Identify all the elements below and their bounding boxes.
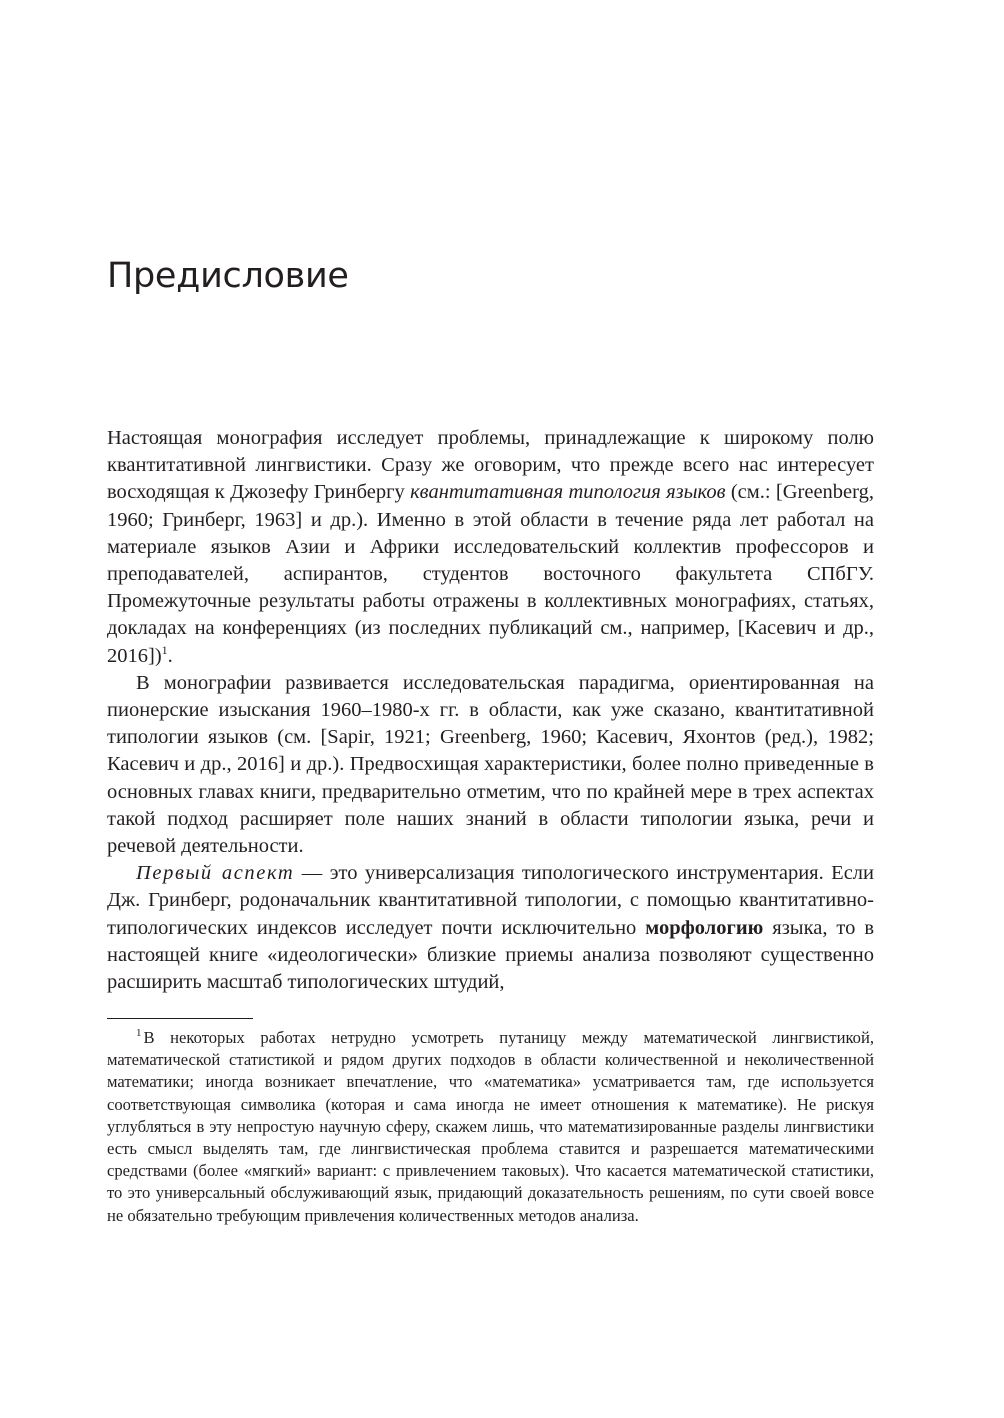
paragraph-2: В монографии развивается исследовательская парадигма, ориентированная на пионерские изыскания 1960–1980-х гг. в области, как уже сказано, квантитативной типологии языков (см. [Sapir, 1921; Greenberg, 1960; Касевич, Яхонтов (ред.), 1982; Касевич и др., 2016] и др.). Предвосхищая характеристики, более полно приведенные в основных главах книги, предварительно отметим, что по крайней мере в трех аспектах такой подход расширяет поле наших знаний в области типологии языка, речи и речевой деятельности. [107,671,874,858]
paragraph-3-part-b: — это универсализация типологического инструментария. Если Дж. Гринберг, родоначальник квантитативной типологии, с помощью квантитативно-типологических индексов исследует почти исключительно [107,862,875,939]
paragraph-3-spaced-term: Первый аспект [136,862,295,885]
chapter-heading: Предисловие [107,256,349,296]
paragraph-1 [107,425,874,670]
paragraph-1-part-d: . [167,644,173,667]
footnote-divider [107,1018,253,1019]
footnote-marker: 1 [136,1027,142,1040]
body-text [107,425,874,996]
paragraph-3-bold-term: морфологию [645,916,764,939]
paragraph-1-part-c: (см.: [Greenberg, 1960; Гринберг, 1963] и др.). Именно в этой области в течение ряда лет работал на материале языков Азии и Африки исследовательский коллектив профессоров и преподавателей, аспирантов, студентов восточного факультета СПбГУ. Промежуточные результаты работы отражены в коллективных монографиях, статьях, докладах на конференциях (из последних публикаций см., например, [Касевич и др., 2016]) [107,481,874,667]
paragraph-1-part-a: Настоящая монография исследует проблемы, принадлежащие к широкому полю квантитативной лингвистики. Сразу же оговорим, что прежде всего нас интересует восходящая к Джозефу Гринбергу [107,427,874,504]
paragraph-3-part-d: языка, то в настоящей книге «идеологически» близкие приемы анализа позволяют существенно расширить масштаб типологических штудий, [107,916,874,994]
footnote-text: В некоторых работах нетрудно усмотреть путаницу между математической лингвистикой, математической статистикой и рядом других подходов в области количественной и неколичественной математики; иногда возникает впечатление, что «математика» усматривается там, где используется соответствующая символика (которая и сама иногда не имеет отношения к математике). Не рискуя углубляться в эту непростую научную сферу, скажем лишь, что математизированные разделы лингвистики есть смысл выделять там, где лингвистическая проблема ставится и разрешается математическими средствами (более «мягкий» вариант: с привлечением таковых). Что касается математической статистики, то это универсальный обслуживающий язык, придающий доказательность решениям, по сути своей вовсе не обязательно требующим привлечения количественных методов анализа. [107,1028,874,1225]
paragraph-3 [107,860,874,996]
footnote-reference: 1 [161,642,168,657]
paragraph-1-italic-term: квантитативная типология языков [410,481,726,504]
footnote [107,1027,874,1227]
